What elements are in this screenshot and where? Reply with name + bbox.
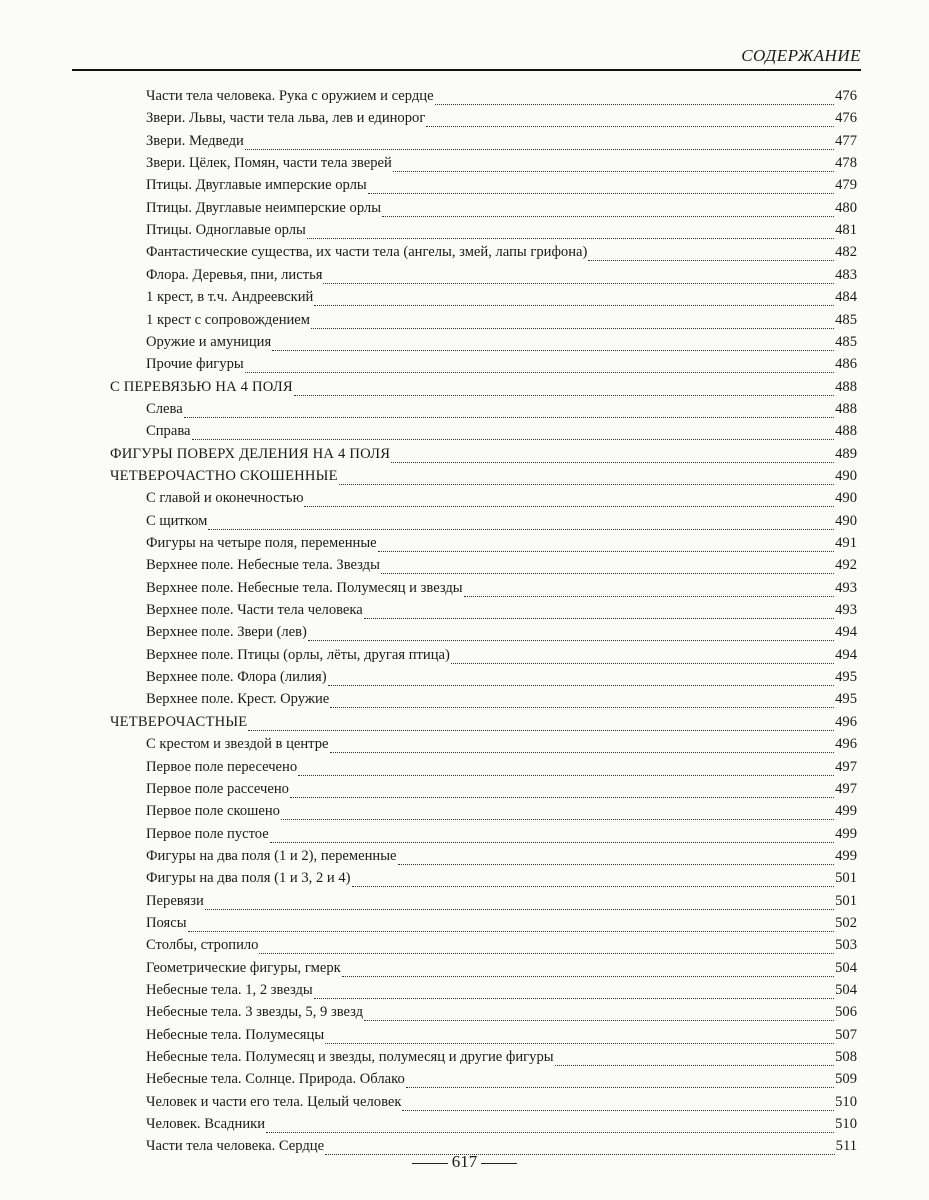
toc-entry xyxy=(146,1116,857,1138)
toc-entry xyxy=(146,177,857,199)
toc-entry-title: Верхнее поле. Крест. Оружие xyxy=(146,691,330,708)
toc-entry xyxy=(146,647,857,669)
toc-entry xyxy=(146,624,857,646)
toc-dot-leader xyxy=(352,886,835,887)
toc-entry-title: ЧЕТВЕРОЧАСТНЫЕ xyxy=(110,713,248,730)
toc-dot-leader xyxy=(435,104,835,105)
toc-dot-leader xyxy=(328,685,834,686)
toc-entry-page: 483 xyxy=(835,266,857,283)
toc-entry xyxy=(146,401,857,423)
toc-entry xyxy=(146,334,857,356)
toc-entry-page: 488 xyxy=(835,400,857,417)
toc-entry xyxy=(146,133,857,155)
toc-entry-page: 496 xyxy=(835,736,857,753)
toc-entry-page: 493 xyxy=(835,579,857,596)
toc-entry-page: 511 xyxy=(835,1138,857,1155)
toc-entry-title: ФИГУРЫ ПОВЕРХ ДЕЛЕНИЯ НА 4 ПОЛЯ xyxy=(110,445,391,462)
toc-entry-title: Птицы. Двуглавые неимперские орлы xyxy=(146,199,382,216)
toc-entry-title: Звери. Медведи xyxy=(146,132,244,149)
toc-entry-title: Верхнее поле. Части тела человека xyxy=(146,602,363,619)
toc-dot-leader xyxy=(368,193,834,194)
toc-entry xyxy=(146,870,857,892)
toc-entry xyxy=(146,200,857,222)
toc-entry-page: 510 xyxy=(835,1116,857,1133)
toc-entry-title: Небесные тела. Полумесяцы xyxy=(146,1026,325,1043)
toc-dot-leader xyxy=(311,328,834,329)
toc-entry xyxy=(110,714,857,736)
toc-entry xyxy=(146,557,857,579)
toc-entry-title: Птицы. Одноглавые орлы xyxy=(146,222,306,239)
toc-entry xyxy=(146,580,857,602)
toc-entry xyxy=(146,88,857,110)
toc-dot-leader xyxy=(325,1043,834,1044)
toc-entry xyxy=(146,759,857,781)
toc-dot-leader xyxy=(364,1020,834,1021)
toc-entry xyxy=(146,356,857,378)
toc-entry xyxy=(146,893,857,915)
toc-dot-leader xyxy=(272,350,834,351)
toc-entry-page: 499 xyxy=(835,825,857,842)
toc-entry-title: 1 крест с сопровождением xyxy=(146,311,311,328)
toc-entry-page: 490 xyxy=(835,467,857,484)
toc-entry-page: 495 xyxy=(835,669,857,686)
toc-dot-leader xyxy=(381,573,834,574)
page-number: 617 xyxy=(451,1152,478,1171)
toc-dot-leader xyxy=(588,260,834,261)
toc-entry xyxy=(146,490,857,512)
toc-entry-page: 486 xyxy=(835,356,857,373)
toc-entry xyxy=(146,1049,857,1071)
toc-entry-title: ЧЕТВЕРОЧАСТНО СКОШЕННЫЕ xyxy=(110,467,338,484)
toc-dot-leader xyxy=(314,305,834,306)
toc-entry-title: Звери. Цёлек, Помян, части тела зверей xyxy=(146,155,392,172)
toc-entry-title: Части тела человека. Рука с оружием и сердце xyxy=(146,88,434,104)
toc-dot-leader xyxy=(398,864,835,865)
toc-entry-title: Фигуры на два поля (1 и 2), переменные xyxy=(146,847,397,864)
toc-entry-title: С главой и оконечностью xyxy=(146,490,304,507)
toc-entry-page: 494 xyxy=(835,646,857,663)
toc-dot-leader xyxy=(378,551,834,552)
toc-dot-leader xyxy=(248,730,834,731)
toc-entry-page: 484 xyxy=(835,289,857,306)
toc-entry xyxy=(146,982,857,1004)
toc-entry xyxy=(110,468,857,490)
toc-dot-leader xyxy=(188,931,835,932)
toc-entry-page: 493 xyxy=(835,602,857,619)
toc-entry-title: Небесные тела. Солнце. Природа. Облако xyxy=(146,1071,405,1088)
toc-dot-leader xyxy=(205,909,834,910)
toc-dot-leader xyxy=(339,484,834,485)
toc-entry-page: 489 xyxy=(835,445,857,462)
toc-entry-page: 476 xyxy=(835,88,857,104)
toc-entry xyxy=(146,736,857,758)
toc-dot-leader xyxy=(208,529,834,530)
toc-entry-title: Справа xyxy=(146,423,191,440)
toc-dot-leader xyxy=(330,752,835,753)
toc-entry xyxy=(146,602,857,624)
toc-dot-leader xyxy=(330,707,834,708)
toc-entry-page: 501 xyxy=(835,870,857,887)
toc-entry xyxy=(146,915,857,937)
toc-entry xyxy=(146,513,857,535)
toc-entry xyxy=(110,446,857,468)
toc-entry-title: Оружие и амуниция xyxy=(146,333,272,350)
toc-entry-page: 502 xyxy=(835,914,857,931)
toc-dot-leader xyxy=(245,372,834,373)
toc-entry-page: 504 xyxy=(835,982,857,998)
header-rule xyxy=(72,69,861,71)
toc-dot-leader xyxy=(270,842,834,843)
toc-dot-leader xyxy=(464,596,835,597)
toc-entry xyxy=(146,1071,857,1093)
toc-dot-leader xyxy=(294,395,834,396)
toc-entry-page: 507 xyxy=(835,1026,857,1043)
toc-entry-title: Перевязи xyxy=(146,892,204,909)
toc-entry xyxy=(146,267,857,289)
toc-entry xyxy=(146,423,857,445)
toc-entry-title: Первое поле рассечено xyxy=(146,780,289,797)
toc-entry-page: 481 xyxy=(835,222,857,239)
toc-entry-title: Прочие фигуры xyxy=(146,356,244,373)
toc-entry-title: Первое поле пересечено xyxy=(146,758,298,775)
toc-entry-title: Верхнее поле. Небесные тела. Полумесяц и звезды xyxy=(146,579,463,596)
toc-entry-page: 482 xyxy=(835,244,857,261)
toc-entry-title: Небесные тела. 3 звезды, 5, 9 звезд xyxy=(146,1004,364,1021)
toc-entry xyxy=(146,110,857,132)
page-footer xyxy=(0,1152,929,1172)
toc-entry-page: 477 xyxy=(835,132,857,149)
toc-dot-leader xyxy=(323,283,834,284)
toc-entry-page: 508 xyxy=(835,1049,857,1066)
toc-entry-page: 485 xyxy=(835,311,857,328)
toc-entry xyxy=(146,1004,857,1026)
toc-entry-page: 485 xyxy=(835,333,857,350)
toc-entry-page: 499 xyxy=(835,803,857,820)
toc-entry-title: С щитком xyxy=(146,512,208,529)
toc-entry-title: Небесные тела. 1, 2 звезды xyxy=(146,982,313,998)
toc-entry xyxy=(146,937,857,959)
toc-entry xyxy=(146,289,857,311)
toc-entry-title: Части тела человека. Сердце xyxy=(146,1138,325,1155)
toc-entry-page: 491 xyxy=(835,535,857,551)
toc-entry xyxy=(146,1094,857,1116)
toc-entry-title: Верхнее поле. Флора (лилия) xyxy=(146,669,327,686)
toc-dot-leader xyxy=(266,1132,834,1133)
toc-entry-title: Верхнее поле. Птицы (орлы, лёты, другая птица) xyxy=(146,646,450,663)
toc-entry-title: Верхнее поле. Небесные тела. Звезды xyxy=(146,557,380,574)
toc-dot-leader xyxy=(342,976,834,977)
toc-entry-title: Фантастические существа, их части тела (ангелы, змей, лапы грифона) xyxy=(146,244,588,261)
toc-entry xyxy=(146,244,857,266)
toc-dot-leader xyxy=(304,506,834,507)
toc-dot-leader xyxy=(307,238,834,239)
footer-dash-right xyxy=(481,1163,517,1164)
toc-entry-page: 499 xyxy=(835,847,857,864)
toc-entry-page: 492 xyxy=(835,557,857,574)
running-header-title: СОДЕРЖАНИЕ xyxy=(741,46,861,65)
toc-entry-title: Фигуры на четыре поля, переменные xyxy=(146,535,377,551)
toc-entry-title: С крестом и звездой в центре xyxy=(146,736,329,753)
toc-dot-leader xyxy=(245,149,834,150)
toc-dot-leader xyxy=(393,171,834,172)
toc-entry xyxy=(146,669,857,691)
toc-entry xyxy=(146,155,857,177)
toc-entry-page: 490 xyxy=(835,490,857,507)
toc-dot-leader xyxy=(426,126,834,127)
toc-entry-page: 497 xyxy=(835,780,857,797)
toc-entry xyxy=(146,803,857,825)
toc-dot-leader xyxy=(391,462,834,463)
toc-entry-page: 510 xyxy=(835,1093,857,1110)
toc-entry-page: 504 xyxy=(835,959,857,976)
toc-entry-page: 488 xyxy=(835,423,857,440)
toc-dot-leader xyxy=(259,953,834,954)
toc-entry-page: 501 xyxy=(835,892,857,909)
toc-entry-title: 1 крест, в т.ч. Андреевский xyxy=(146,289,314,306)
footer-dash-left xyxy=(412,1163,448,1164)
toc-entry-title: Человек. Всадники xyxy=(146,1116,266,1133)
toc-dot-leader xyxy=(451,663,834,664)
toc-entry-title: Верхнее поле. Звери (лев) xyxy=(146,624,307,641)
toc-entry xyxy=(110,379,857,401)
toc-dot-leader xyxy=(364,618,834,619)
toc-dot-leader xyxy=(281,819,834,820)
toc-entry-page: 476 xyxy=(835,110,857,127)
toc-entry-page: 490 xyxy=(835,512,857,529)
toc-dot-leader xyxy=(555,1065,835,1066)
toc-entry-page: 509 xyxy=(835,1071,857,1088)
toc-dot-leader xyxy=(406,1087,834,1088)
toc-entry-page: 496 xyxy=(835,713,857,730)
toc-entry-title: Геометрические фигуры, гмерк xyxy=(146,959,341,976)
toc-dot-leader xyxy=(192,439,835,440)
toc-entry-page: 478 xyxy=(835,155,857,172)
toc-entry xyxy=(146,960,857,982)
toc-dot-leader xyxy=(308,640,834,641)
toc-entry-title: Небесные тела. Полумесяц и звезды, полумесяц и другие фигуры xyxy=(146,1049,554,1066)
toc-entry-page: 506 xyxy=(835,1004,857,1021)
toc-entry xyxy=(146,691,857,713)
toc-dot-leader xyxy=(382,216,834,217)
toc-entry-page: 488 xyxy=(835,378,857,395)
toc-entry xyxy=(146,781,857,803)
toc-entry-page: 495 xyxy=(835,691,857,708)
toc-entry-title: Поясы xyxy=(146,914,187,931)
toc-entry xyxy=(146,535,857,557)
toc-dot-leader xyxy=(290,797,834,798)
toc-entry-title: Флора. Деревья, пни, листья xyxy=(146,266,323,283)
toc-entry-page: 480 xyxy=(835,199,857,216)
toc-entry-title: Звери. Львы, части тела льва, лев и единорог xyxy=(146,110,426,127)
toc-entry-page: 479 xyxy=(835,177,857,194)
toc-entry-page: 503 xyxy=(835,937,857,954)
toc-dot-leader xyxy=(298,775,834,776)
toc-entry-page: 497 xyxy=(835,758,857,775)
toc-dot-leader xyxy=(314,998,834,999)
toc-dot-leader xyxy=(402,1110,834,1111)
toc-entry-title: Фигуры на два поля (1 и 3, 2 и 4) xyxy=(146,870,351,887)
toc-entry-title: Первое поле пустое xyxy=(146,825,269,842)
toc-entry-title: Первое поле скошено xyxy=(146,803,280,820)
toc-entry-title: С ПЕРЕВЯЗЬЮ НА 4 ПОЛЯ xyxy=(110,378,293,395)
toc-entry-page: 494 xyxy=(835,624,857,641)
toc-entry xyxy=(146,1027,857,1049)
toc-entry xyxy=(146,848,857,870)
toc-entry xyxy=(146,222,857,244)
toc-entry xyxy=(146,312,857,334)
toc-entry-title: Человек и части его тела. Целый человек xyxy=(146,1093,402,1110)
toc-entry-title: Птицы. Двуглавые имперские орлы xyxy=(146,177,367,194)
toc-entry-title: Столбы, стропило xyxy=(146,937,259,954)
toc-dot-leader xyxy=(184,417,834,418)
toc-entry-title: Слева xyxy=(146,400,183,417)
toc-entry xyxy=(146,826,857,848)
